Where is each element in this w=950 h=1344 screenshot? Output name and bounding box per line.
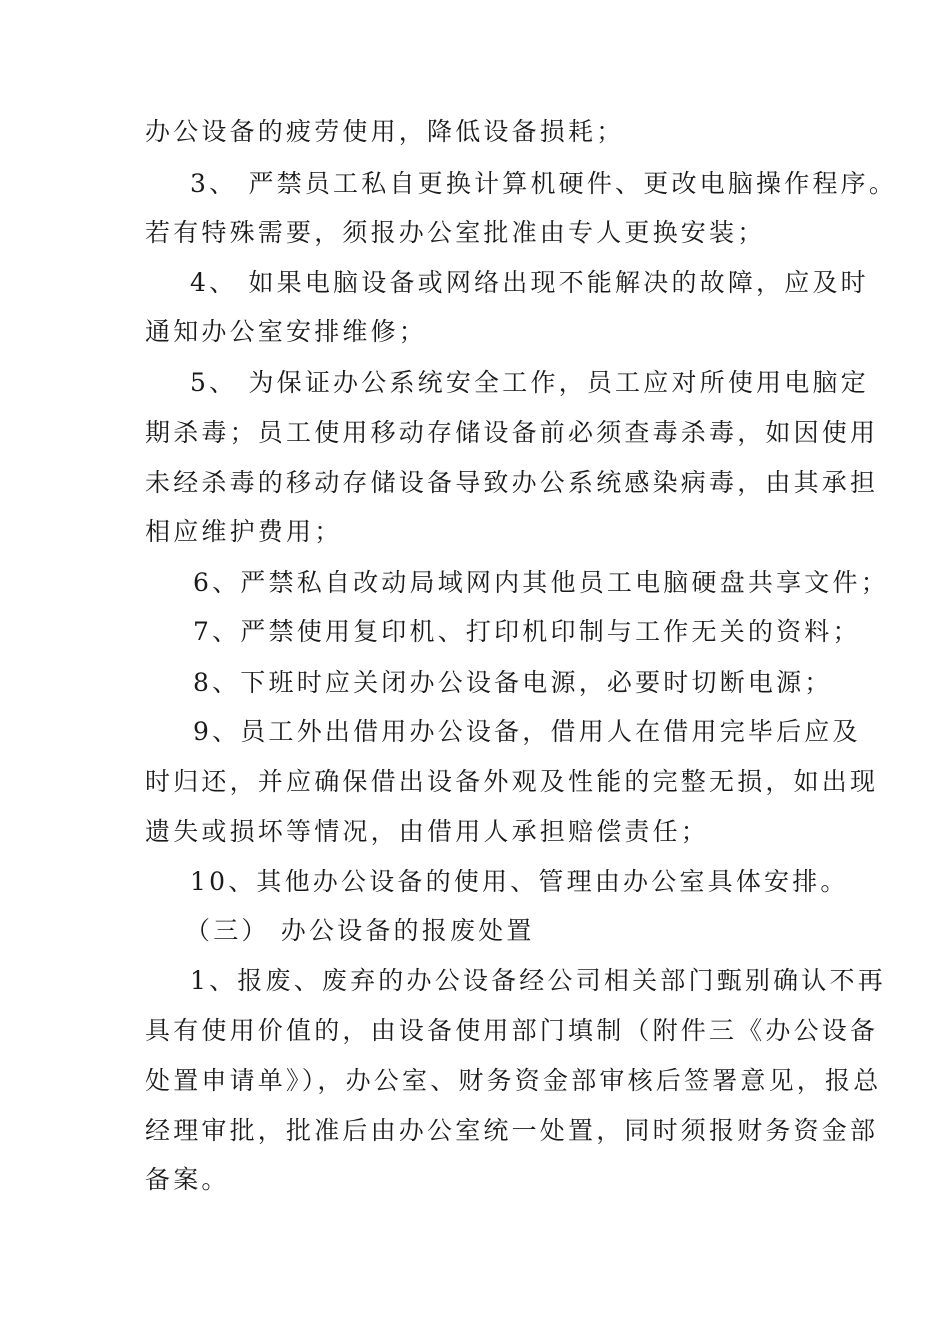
- text-line: 备案。: [145, 1165, 230, 1194]
- text-line: 若有特殊需要，须报办公室批准由专人更换安装；: [145, 218, 766, 247]
- text-line: 1、报废、废弃的办公设备经公司相关部门甄别确认不再: [190, 966, 886, 995]
- text-line: 相应维护费用；: [145, 517, 343, 546]
- text-line: 8、下班时应关闭办公设备电源，必要时切断电源；: [193, 668, 833, 697]
- text-line: 通知办公室安排维修；: [145, 317, 428, 346]
- text-line: 未经杀毒的移动存储设备导致办公系统感染病毒，由其承担: [145, 468, 879, 497]
- text-line: 期杀毒；员工使用移动存储设备前必须查毒杀毒，如因使用: [145, 418, 879, 447]
- text-line: 处置申请单》），办公室、财务资金部审核后签署意见，报总: [145, 1066, 882, 1095]
- text-line: 5、 为保证办公系统安全工作，员工应对所使用电脑定: [190, 368, 869, 397]
- text-line: 10、其他办公设备的使用、管理由办公室具体安排。: [190, 867, 849, 896]
- text-line: 经理审批，批准后由办公室统一处置，同时须报财务资金部: [145, 1116, 879, 1145]
- text-line: 时归还，并应确保借出设备外观及性能的完整无损，如出现: [145, 767, 879, 796]
- text-line: 7、严禁使用复印机、打印机印制与工作无关的资料；: [193, 617, 861, 646]
- text-line: 4、 如果电脑设备或网络出现不能解决的故障，应及时: [190, 268, 869, 297]
- text-line: 6、严禁私自改动局域网内其他员工电脑硬盘共享文件；: [193, 568, 889, 597]
- text-line: 办公设备的疲劳使用，降低设备损耗；: [145, 117, 625, 146]
- section-heading: （三） 办公设备的报废处置: [185, 916, 535, 945]
- text-line: 具有使用价值的，由设备使用部门填制（附件三《办公设备: [145, 1016, 879, 1045]
- text-line: 遗失或损坏等情况，由借用人承担赔偿责任；: [145, 817, 710, 846]
- text-line: 9、员工外出借用办公设备，借用人在借用完毕后应及: [193, 717, 861, 746]
- text-line: 3、 严禁员工私自更换计算机硬件、更改电脑操作程序。: [190, 169, 898, 198]
